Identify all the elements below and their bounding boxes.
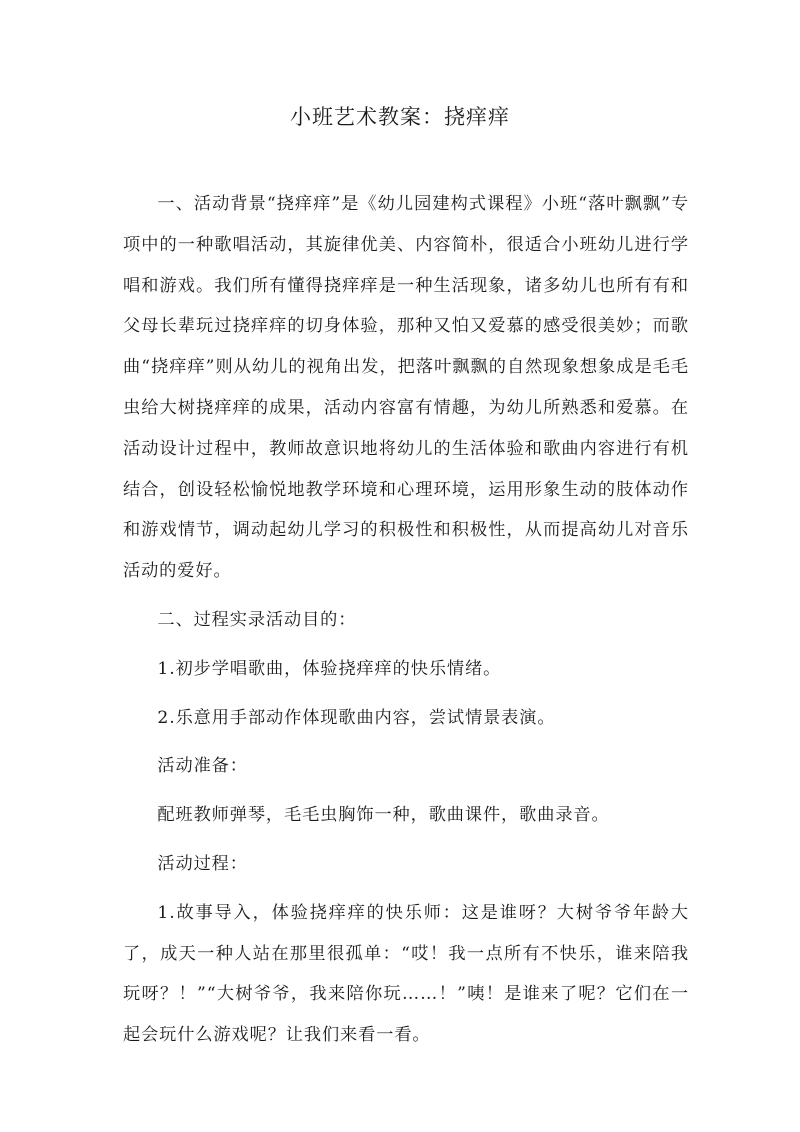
document-title: 小班艺术教案：挠痒痒 bbox=[290, 105, 510, 129]
paragraph-goal-1: 1.初步学唱歌曲，体验挠痒痒的快乐情绪。 bbox=[157, 658, 502, 679]
document-body bbox=[123, 184, 689, 1056]
paragraph-section-two-heading: 二、过程实录活动目的： bbox=[157, 609, 357, 630]
paragraph-preparation-heading: 活动准备： bbox=[157, 756, 248, 777]
paragraph-process-heading: 活动过程： bbox=[157, 853, 248, 874]
paragraph-preparation: 配班教师弹琴，毛毛虫胸饰一种，歌曲课件，歌曲录音。 bbox=[157, 805, 610, 826]
paragraph-background: 一、活动背景“挠痒痒”是《幼儿园建构式课程》小班“落叶飘飘”专项中的一种歌唱活动，其旋律优美、内容简朴，很适合小班幼儿进行学唱和游戏。我们所有懂得挠痒痒是一种生活现象，诸多幼儿也所有有和父母长辈玩过挠痒痒的切身体验，那种又怕又爱慕的感受很美妙；而歌曲“挠痒痒”则从幼儿的视角出发，把落叶飘飘的自然现象想象成是毛毛虫给大树挠痒痒的成果，活动内容富有情趣，为幼儿所熟悉和爱慕。在活动设计过程中，教师故意识地将幼儿的生活体验和歌曲内容进行有机结合，创设轻松愉悦地教学环境和心理环境，运用形象生动的肢体动作和游戏情节，调动起幼儿学习的积极性和积极性，从而提高幼儿对音乐活动的爱好。 bbox=[123, 194, 689, 582]
paragraph-goal-2: 2.乐意用手部动作体现歌曲内容，尝试情景表演。 bbox=[157, 707, 556, 728]
paragraph-process-step-1: 1.故事导入，体验挠痒痒的快乐师：这是谁呀？大树爷爷年龄大了，成天一种人站在那里很孤单：“哎！我一点所有不快乐，谁来陪我玩呀？！”“大树爷爷，我来陪你玩……！”咦！是谁来了呢？它们在一起会玩什么游戏呢？让我们来看一看。 bbox=[123, 902, 689, 1046]
